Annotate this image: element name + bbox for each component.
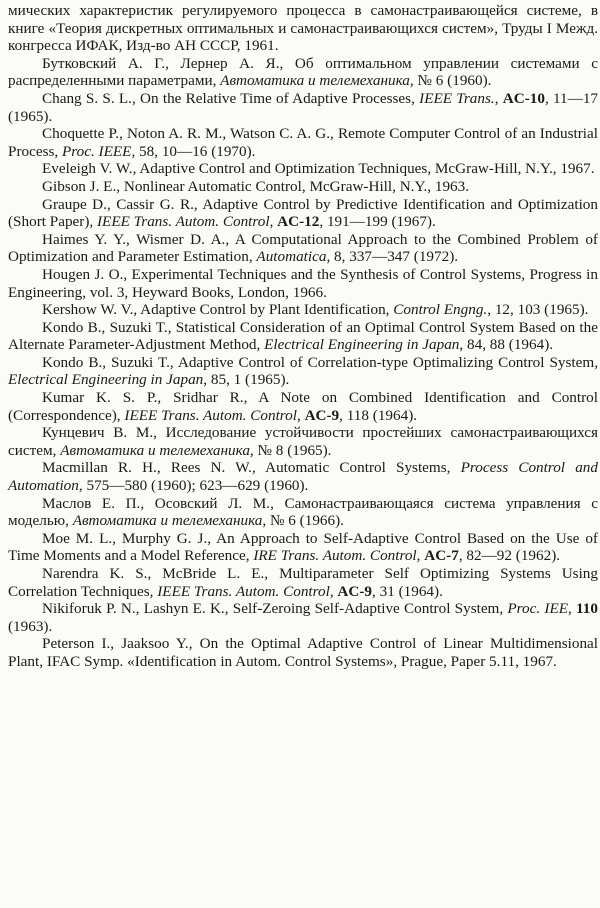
reference-text: , 575—580 (1960); 623—629 (1960). [78,477,309,495]
source-title: Control Engng. [393,301,488,319]
reference-entry [8,90,598,125]
page-mark [146,896,156,906]
reference-text: Graupe D., Cassir G. R., Adaptive Control by Predictive Identification and Optimization (Short Paper), [8,195,598,231]
reference-text: Kondo B., Suzuki T., Statistical Consideration of an Optimal Control System Based on the Alternate Parameter-Adjustment Method, [8,318,598,354]
reference-text: Narendra K. S., McBride L. E., Multiparameter Self Optimizing Systems Using Correlation Techniques, [8,565,598,600]
source-title: Автоматика и телемеханика [72,512,263,530]
reference-text: , [269,213,278,231]
reference-entry [8,266,598,301]
source-title: IRE Trans. Autom. Control [253,547,417,565]
reference-text: Маслов Е. П., Осовский Л. М., Самонастраивающаяся система управления с моделью, [8,494,598,530]
source-title: Process Control and Automation [8,459,598,495]
reference-text: , 12, 103 (1965). [487,301,589,319]
source-title: Electrical Engineering in Japan [264,336,460,354]
volume-number: AC-9 [304,406,340,424]
reference-text: Chang S. S. L., On the Relative Time of Adaptive Processes, [42,89,420,107]
reference-text: Moe M. L., Murphy G. J., An Approach to Self-Adaptive Control Based on the Use of Time Moments and a Model Reference, [8,529,598,565]
reference-text: мических характеристик регулируемого процесса в самонастраивающейся системе, в книге «Теория дискретных оптимальных и самонастраивающихся систем», Труды I Межд. конгресса ИФАК, Изд-во АН СССР, 1961. [8,2,598,55]
reference-entry [8,530,598,565]
reference-entry [8,160,598,178]
source-title: IEEE Trans. [419,89,495,107]
source-title: Automatica [256,248,327,266]
reference-entry [8,178,598,196]
reference-text: Nikiforuk P. N., Lashyn E. K., Self-Zeroing Self-Adaptive Control System, [42,600,508,618]
reference-text: Кунцевич В. М., Исследование устойчивости простейших самонастраивающихся систем, [8,424,598,459]
source-title: Proc. IEE [507,600,569,618]
reference-text: Haimes Y. Y., Wismer D. A., A Computational Approach to the Combined Problem of Optimization and Parameter Estimation, [8,230,598,266]
reference-text: , 31 (1964). [372,582,443,600]
reference-text: Gibson J. E., Nonlinear Automatic Control, McGraw-Hill, N.Y., 1963. [42,177,470,195]
source-title: Proc. IEEE [62,142,132,160]
reference-entry [8,600,598,635]
volume-number: AC-10 [502,89,545,107]
source-title: IEEE Trans. Autom. Control [124,406,297,424]
reference-entry [8,389,598,424]
reference-text: , № 6 (1966). [262,512,344,530]
reference-text: , [329,582,338,600]
reference-text: , 191—199 (1967). [319,213,436,231]
reference-text: Бутковский А. Г., Лернер А. Я., Об оптимальном управлении системами с распределенными параметрами, [8,54,598,90]
reference-entry [8,55,598,90]
reference-entry [8,319,598,354]
reference-text: , 8, 337—347 (1972). [326,248,459,266]
reference-text: , [568,600,577,618]
reference-text: , 85, 1 (1965). [203,371,290,389]
reference-entry [8,125,598,160]
reference-text: Kondo B., Suzuki T., Adaptive Control of Correlation-type Optimalizing Control System, [42,353,598,371]
reference-text: , [296,406,305,424]
source-title: Electrical Engineering in Japan [8,371,204,389]
volume-number: 110 [576,600,598,618]
reference-entry [8,424,598,459]
reference-text: , № 6 (1960). [409,72,492,90]
reference-text: Hougen J. O., Experimental Techniques and the Synthesis of Control Systems, Progress in Engineering, vol. 3, Heyward Books, London, 1966. [8,265,598,301]
reference-entry [8,301,598,319]
reference-text: Macmillan R. H., Rees N. W., Automatic Control Systems, [42,459,461,477]
reference-entry [8,231,598,266]
source-title: Автоматика и телемеханика [220,72,410,90]
reference-text: , 11—17 (1965). [8,89,599,125]
reference-text: , 84, 88 (1964). [459,336,554,354]
reference-entry [8,2,598,55]
reference-entry [8,635,598,670]
reference-entry [8,565,598,600]
reference-text: , 118 (1964). [339,406,418,424]
reference-text: , 82—92 (1962). [458,547,561,565]
volume-number: AC-12 [277,213,320,231]
reference-text: Kumar K. S. P., Sridhar R., A Note on Combined Identification and Control (Correspondence), [8,389,598,424]
reference-text: , [416,547,425,565]
reference-text: Choquette P., Noton A. R. M., Watson C. A. G., Remote Computer Control of an Industrial Process, [8,125,598,160]
reference-text: (1963). [8,617,53,635]
reference-text: Kershow W. V., Adaptive Control by Plant Identification, [42,301,394,319]
reference-text: , № 8 (1965). [249,441,332,459]
reference-text: Eveleigh V. W., Adaptive Control and Optimization Techniques, McGraw-Hill, N.Y., 1967. [42,160,595,178]
reference-text: , [494,89,503,107]
volume-number: AC-9 [337,582,372,600]
reference-text: Peterson I., Jaaksoo Y., On the Optimal Adaptive Control of Linear Multidimensional Plant, IFAC Symp. «Identification in Autom. Control Systems», Prague, Paper 5.11, 1967. [8,635,598,670]
source-title: IEEE Trans. Autom. Control [97,213,270,231]
source-title: IEEE Trans. Autom. Control [157,582,330,600]
reference-entry [8,354,598,389]
reference-entry [8,196,598,231]
reference-entry [8,459,598,494]
source-title: Автоматика и телемеханика [60,441,250,459]
reference-text: , 58, 10—16 (1970). [131,142,256,160]
reference-entry [8,495,598,530]
volume-number: AC-7 [424,547,459,565]
